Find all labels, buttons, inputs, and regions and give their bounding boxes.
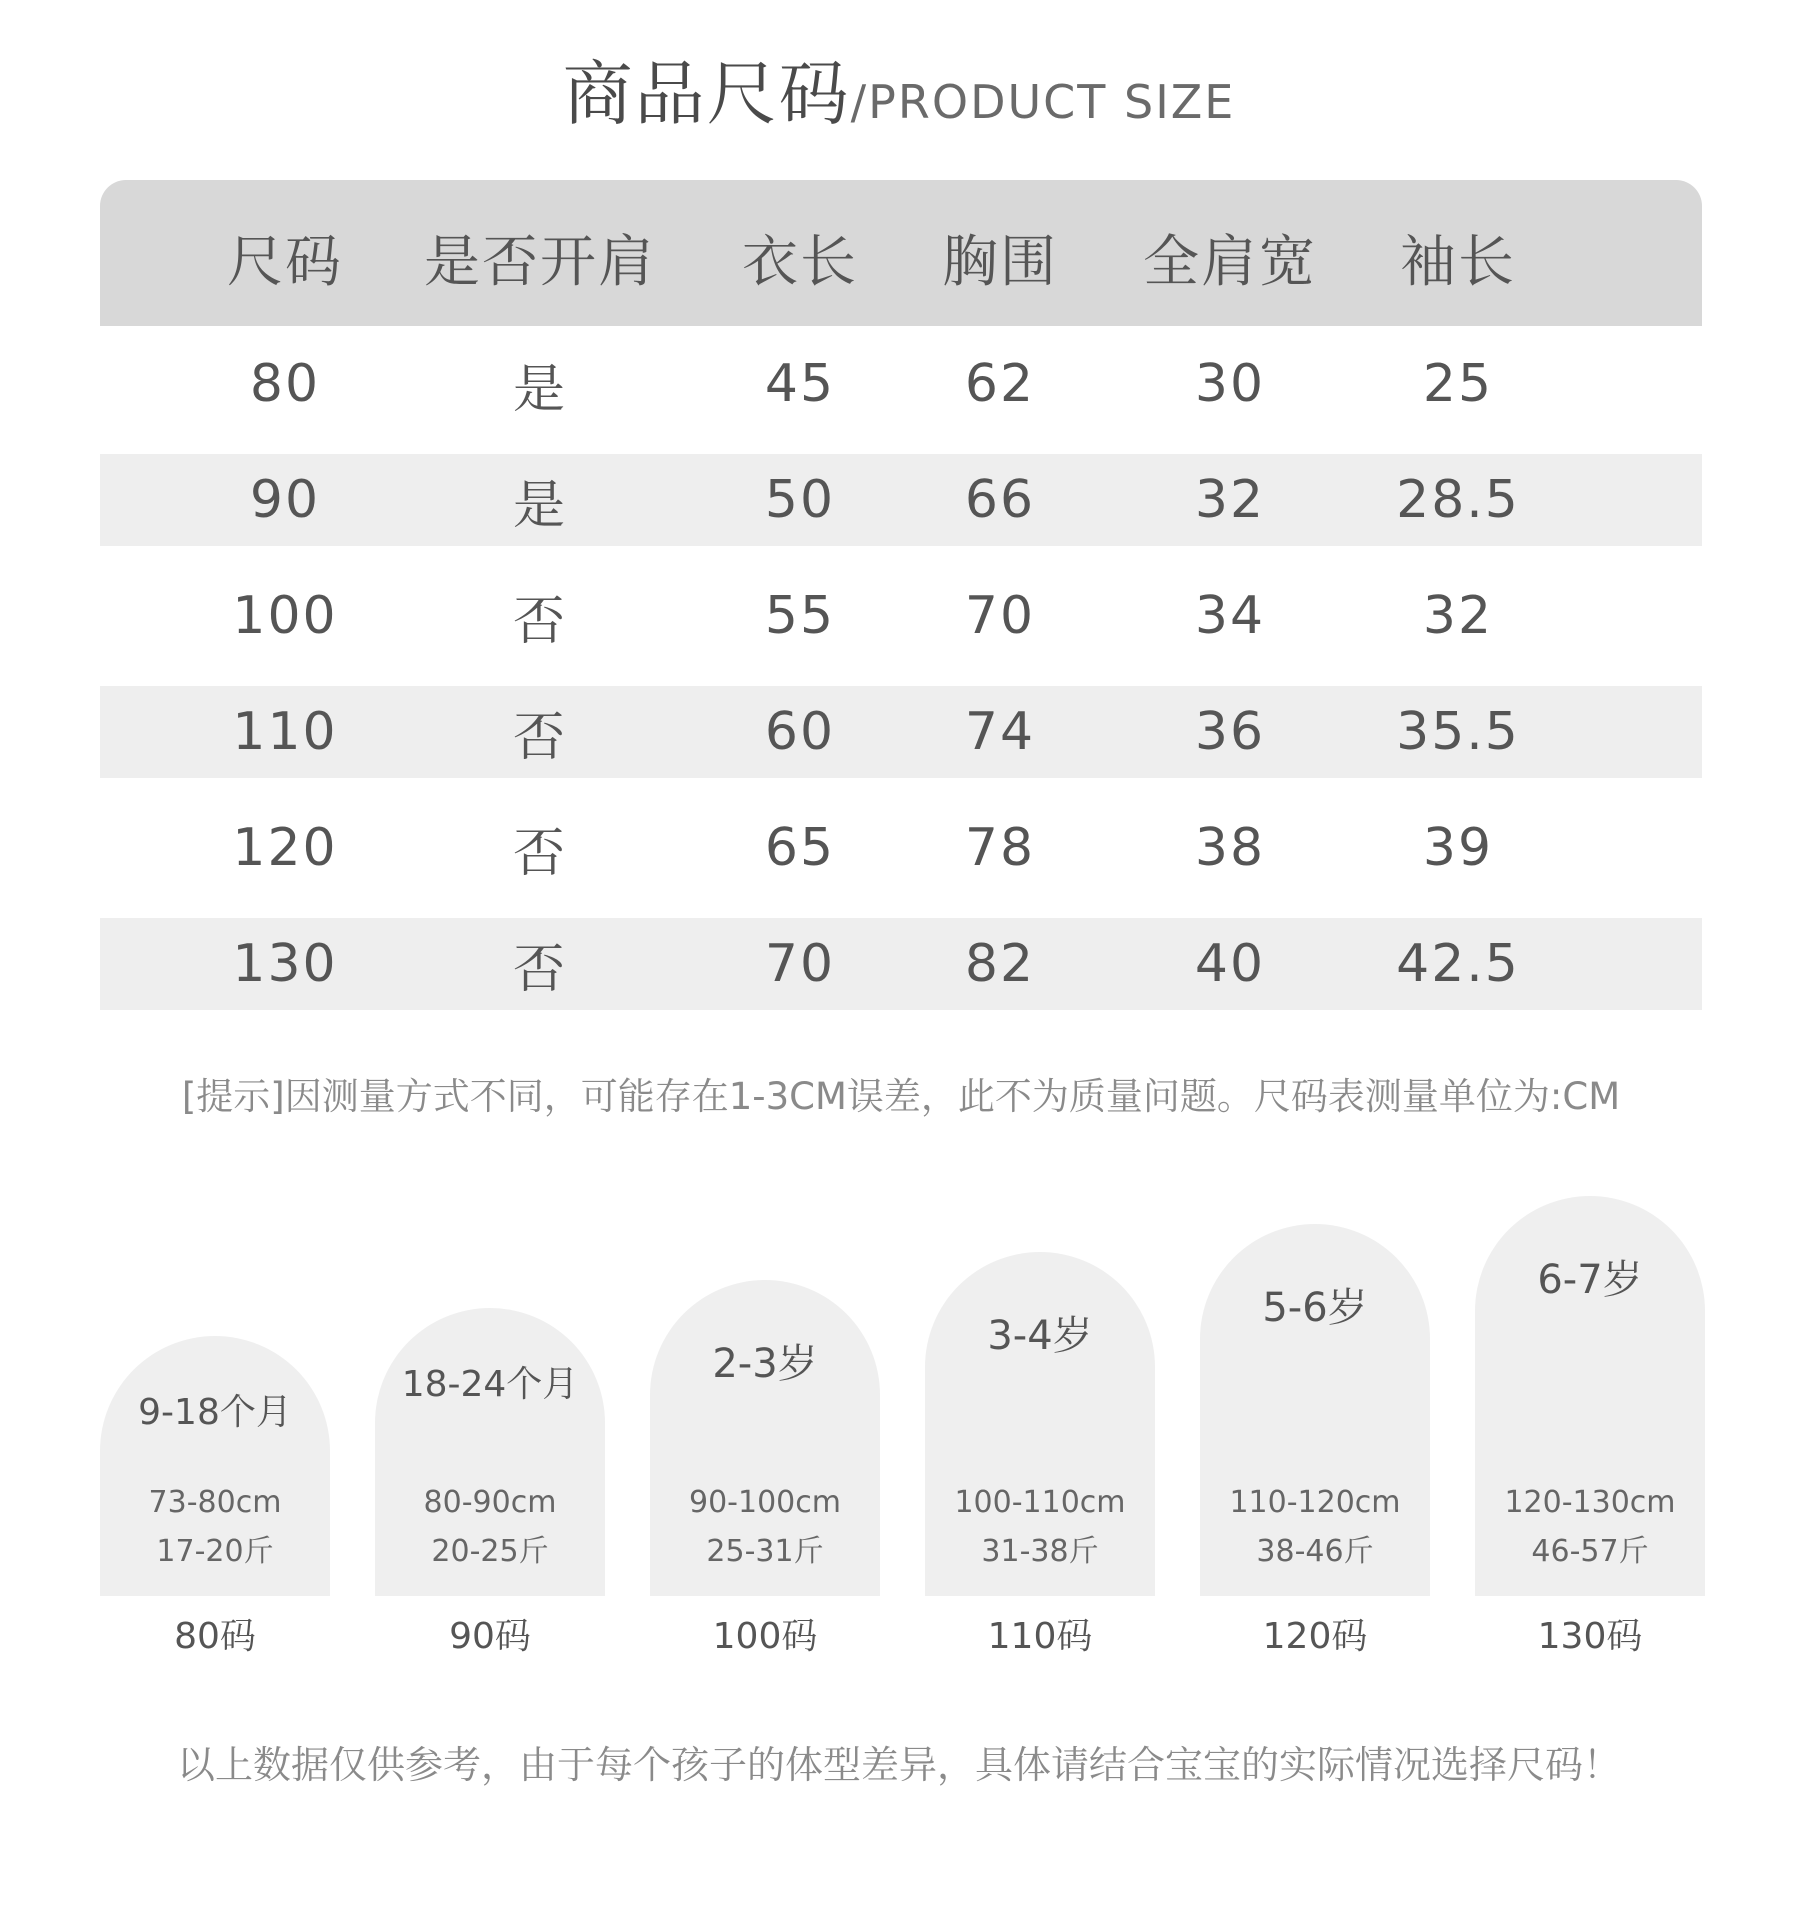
cell-sleeve: 25 [1422,354,1494,414]
size-card [925,1252,1155,1596]
cell-open-shoulder: 否 [512,707,567,768]
cell-open-shoulder: 否 [512,823,567,884]
cell-length: 60 [764,702,836,762]
cell-shoulder: 36 [1194,702,1266,762]
card-height: 100-110cm [954,1485,1126,1520]
cell-sleeve: 42.5 [1396,934,1520,994]
cell-sleeve: 35.5 [1396,702,1520,762]
cell-open-shoulder: 否 [512,939,567,1000]
card-age: 9-18个月 [138,1392,292,1433]
cell-chest: 74 [964,702,1036,762]
cell-length: 45 [764,354,836,414]
cell-chest: 82 [964,934,1036,994]
cell-length: 50 [764,470,836,530]
card-size-label: 90码 [449,1616,531,1657]
card-size-label: 80码 [174,1616,256,1657]
cell-length: 55 [764,586,836,646]
card-size-label: 110码 [987,1616,1093,1657]
measurement-note: [提示]因测量方式不同，可能存在1-3CM误差，此不为质量问题。尺码表测量单位为:CM [181,1075,1621,1118]
cell-chest: 70 [964,586,1036,646]
card-age: 6-7岁 [1537,1257,1643,1303]
card-weight: 46-57斤 [1531,1534,1649,1569]
size-card [1475,1196,1705,1596]
header-chest: 胸围 [942,230,1058,295]
card-height: 120-130cm [1504,1485,1676,1520]
size-card [100,1336,330,1596]
cell-open-shoulder: 是 [512,359,567,420]
cell-chest: 66 [964,470,1036,530]
cell-size: 120 [232,818,338,878]
cell-size: 100 [232,586,338,646]
card-size-label: 130码 [1537,1616,1643,1657]
cell-sleeve: 32 [1422,586,1494,646]
cell-size: 130 [232,934,338,994]
title-chinese: 商品尺码 [562,53,851,135]
cell-chest: 78 [964,818,1036,878]
card-height: 110-120cm [1229,1485,1401,1520]
title-english: /PRODUCT SIZE [850,75,1236,129]
card-weight: 25-31斤 [706,1534,824,1569]
header-shoulder: 全肩宽 [1143,230,1317,295]
cell-chest: 62 [964,354,1036,414]
header-length: 衣长 [742,230,858,295]
card-age: 3-4岁 [987,1313,1093,1359]
cell-shoulder: 38 [1194,818,1266,878]
card-height: 90-100cm [689,1485,841,1520]
card-weight: 17-20斤 [156,1534,274,1569]
header-sleeve: 袖长 [1400,230,1516,295]
header-size: 尺码 [227,230,343,295]
size-card [650,1280,880,1596]
card-weight: 38-46斤 [1256,1534,1374,1569]
cell-length: 70 [764,934,836,994]
cell-shoulder: 32 [1194,470,1266,530]
card-weight: 20-25斤 [431,1534,549,1569]
card-size-label: 120码 [1262,1616,1368,1657]
card-weight: 31-38斤 [981,1534,1099,1569]
card-height: 80-90cm [423,1485,557,1520]
cell-open-shoulder: 否 [512,591,567,652]
size-card [1200,1224,1430,1596]
card-age: 18-24个月 [401,1364,579,1405]
cell-sleeve: 28.5 [1396,470,1520,530]
cell-size: 110 [232,702,338,762]
size-card [375,1308,605,1596]
header-open-shoulder: 是否开肩 [424,230,656,295]
cell-size: 80 [249,354,321,414]
card-age: 2-3岁 [712,1341,818,1387]
cell-length: 65 [764,818,836,878]
cell-size: 90 [249,470,321,530]
card-height: 73-80cm [148,1485,282,1520]
card-age: 5-6岁 [1262,1285,1368,1331]
cell-shoulder: 40 [1194,934,1266,994]
footer-note: 以上数据仅供参考，由于每个孩子的体型差异，具体请结合宝宝的实际情况选择尺码！ [176,1743,1621,1787]
cell-shoulder: 34 [1194,586,1266,646]
cell-open-shoulder: 是 [512,475,567,536]
card-size-label: 100码 [712,1616,818,1657]
cell-shoulder: 30 [1194,354,1266,414]
cell-sleeve: 39 [1422,818,1494,878]
